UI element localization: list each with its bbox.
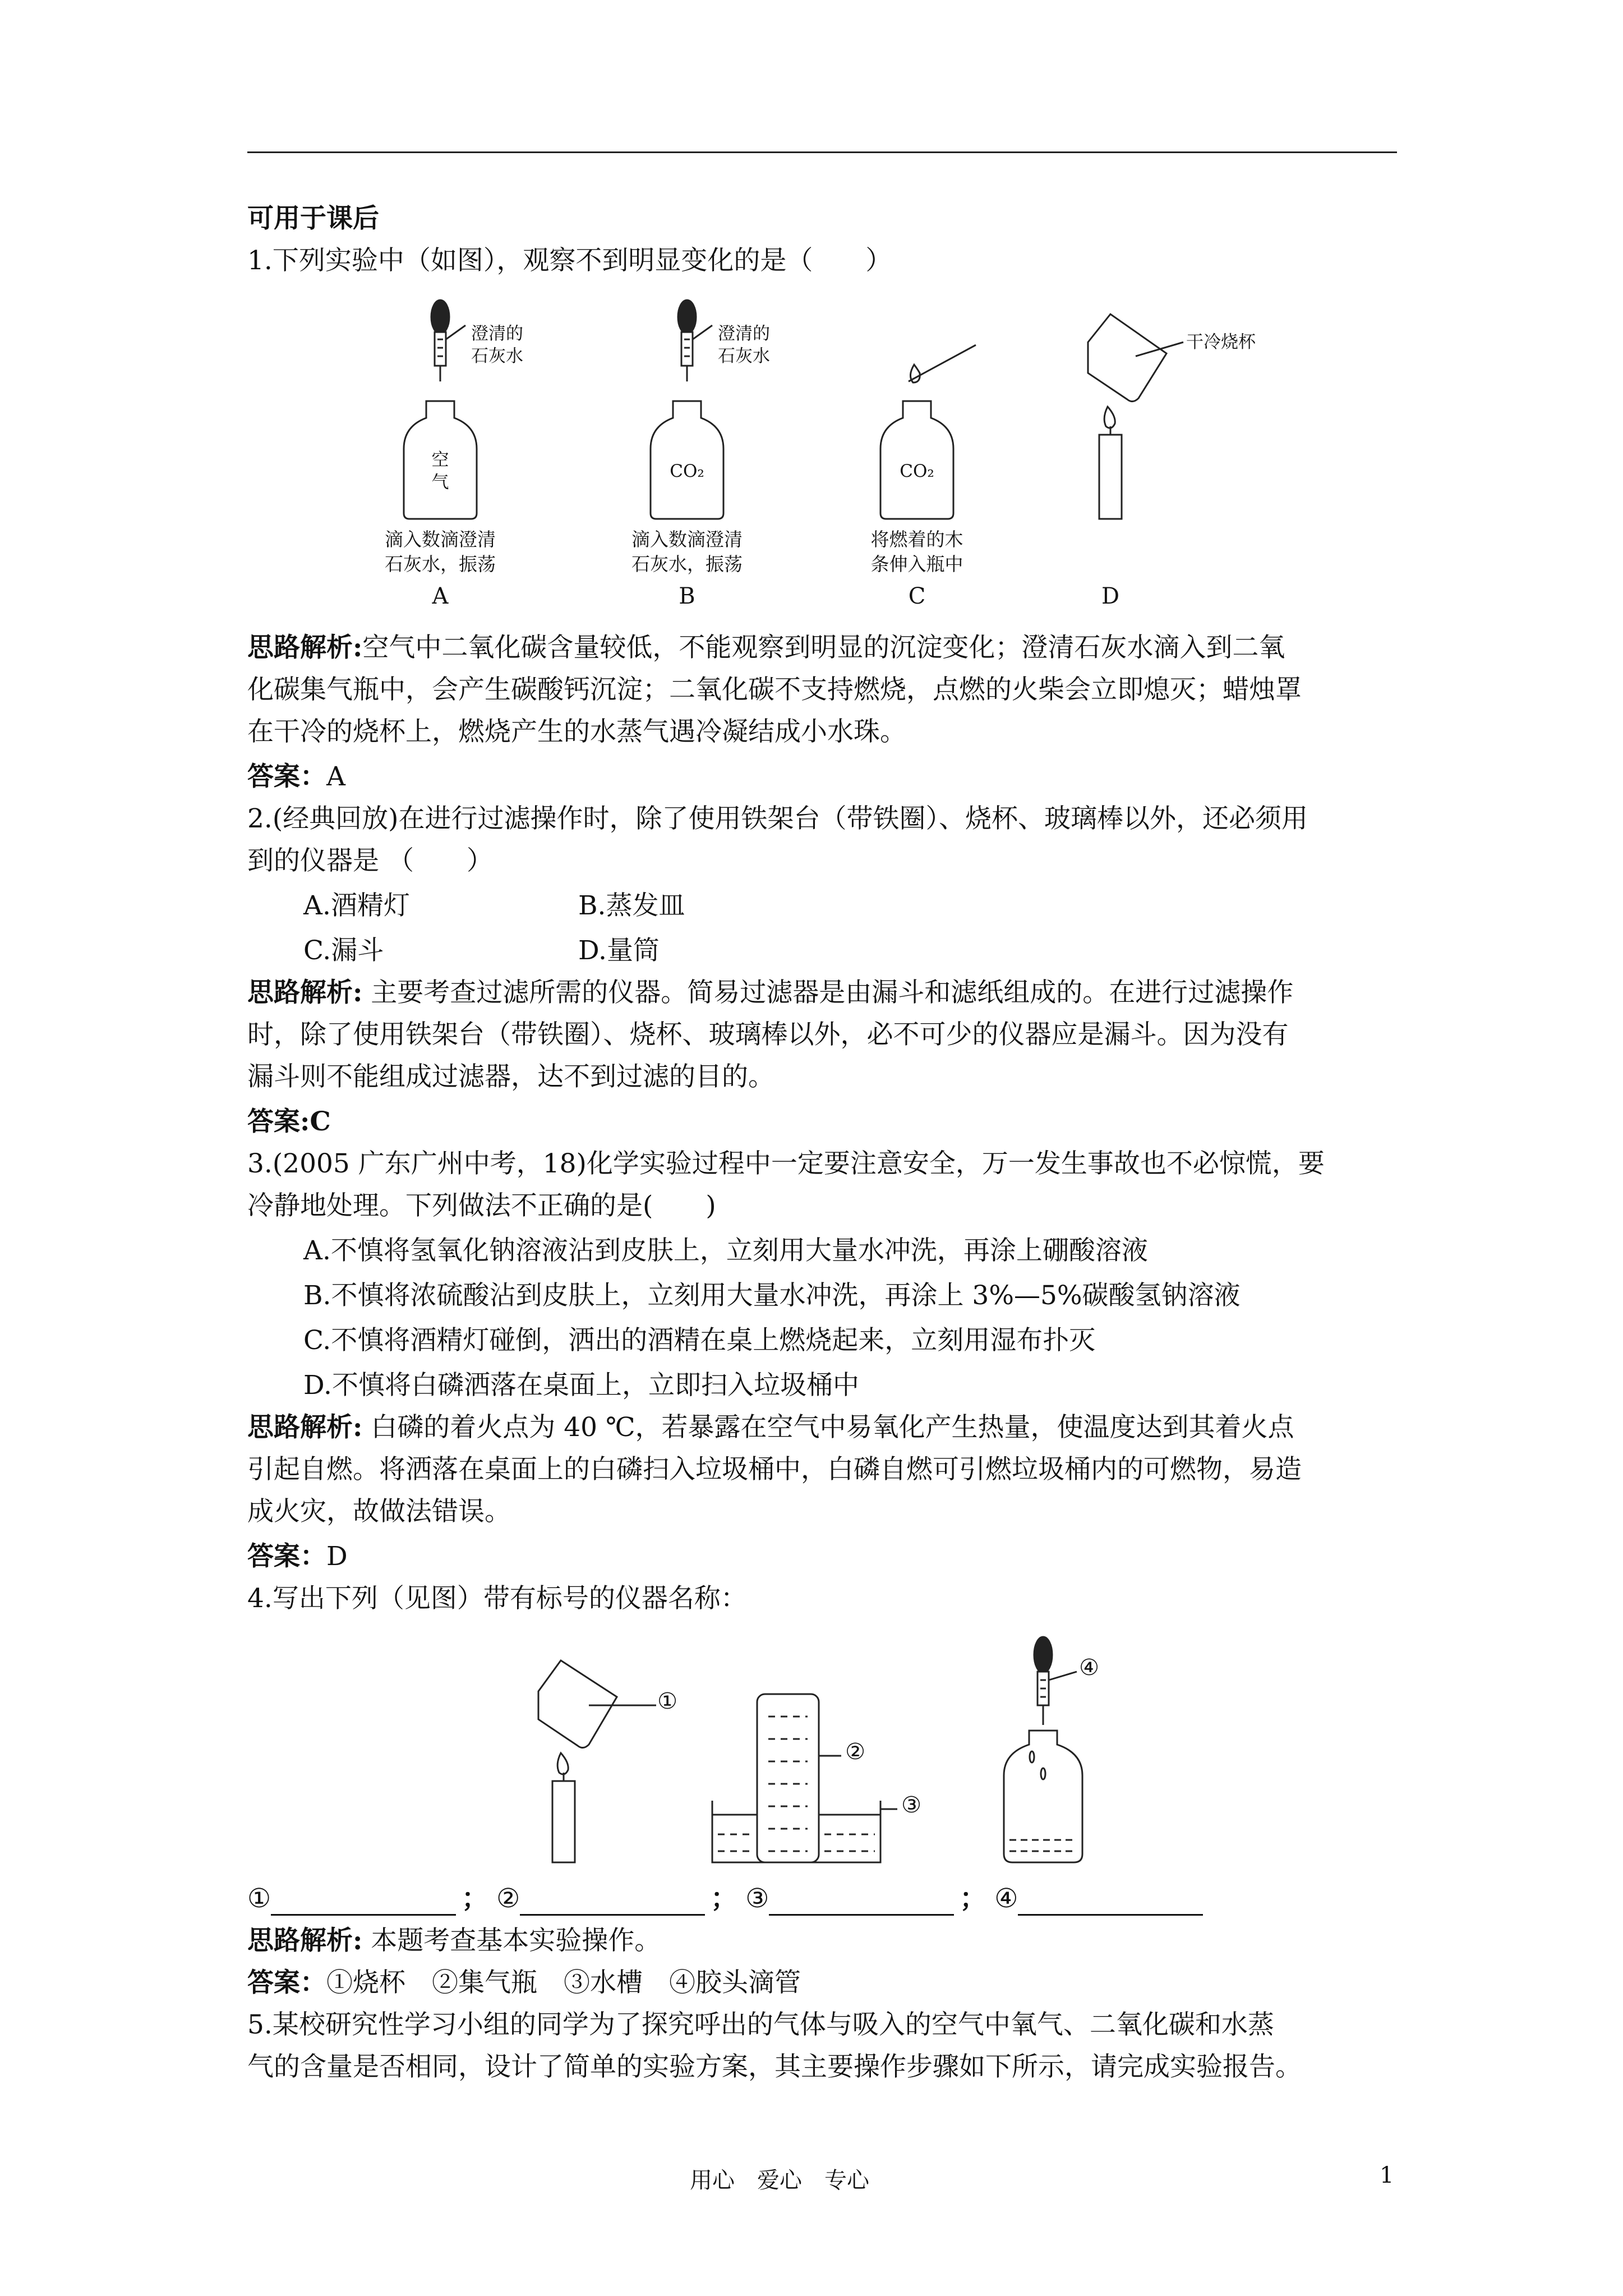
q2-analysis-line-1: 思路解析: 主要考查过滤所需的仪器。简易过滤器是由漏斗和滤纸组成的。在进行过滤操作 [247, 977, 1294, 1008]
q1-answer: 答案：A [247, 761, 345, 792]
q2-analysis-line-2: 时，除了使用铁架台（带铁圈）、烧杯、玻璃棒以外，必不可少的仪器应是漏斗。因为没有 [247, 1019, 1289, 1050]
q1-analysis-line-2: 化碳集气瓶中，会产生碳酸钙沉淀；二氧化碳不支持燃烧，点燃的火柴会立即熄灭；蜡烛罩 [247, 674, 1302, 705]
page-number: 1 [1380, 2162, 1394, 2188]
q2-stem-line-1: 2.(经典回放)在进行过滤操作时，除了使用铁架台（带铁圈）、烧杯、玻璃棒以外，还必须用 [247, 803, 1308, 834]
q5-stem-line-2: 气的含量是否相同，设计了简单的实验方案，其主要操作步骤如下所示，请完成实验报告。 [247, 2051, 1302, 2082]
q1-c-bottle-label: CO₂ [900, 461, 934, 481]
q3-option-c: C.不慎将酒精灯碰倒，洒出的酒精在桌上燃烧起来，立刻用湿布扑灭 [303, 1325, 1096, 1356]
q4-figure [505, 1627, 1290, 1868]
q4-blank-4[interactable] [1018, 1892, 1203, 1916]
q3-answer: 答案：D [247, 1541, 348, 1572]
q3-stem-line-1: 3.(2005 广东广州中考，18)化学实验过程中一定要注意安全，万一发生事故也不必惊慌，要 [247, 1148, 1325, 1179]
q4-marker-2: ② [845, 1739, 865, 1765]
q3-option-a: A.不慎将氢氧化钠溶液沾到皮肤上，立刻用大量水冲洗，再涂上硼酸溶液 [303, 1235, 1148, 1266]
q4-answer: 答案：①烧杯 ②集气瓶 ③水槽 ④胶头滴管 [247, 1967, 801, 1998]
q2-answer: 答案:C [247, 1106, 331, 1137]
q1-b-bottle-label: CO₂ [670, 461, 704, 481]
q4-analysis: 思路解析: 本题考查基本实验操作。 [247, 1925, 661, 1956]
section-title: 可用于课后 [247, 203, 379, 234]
q2-option-c: C.漏斗 [303, 935, 384, 966]
q4-stem: 4.写出下列（见图）带有标号的仪器名称： [247, 1583, 747, 1614]
q4-blank-3[interactable] [769, 1892, 954, 1916]
q2-option-a: A.酒精灯 [303, 890, 410, 921]
q1-analysis-line-1: 思路解析:空气中二氧化碳含量较低，不能观察到明显的沉淀变化；澄清石灰水滴入到二氧 [247, 632, 1285, 663]
q3-analysis-line-3: 成火灾，故做法错误。 [247, 1496, 511, 1527]
q4-blank-1[interactable] [271, 1892, 456, 1916]
q1-a-dropper-label: 澄清的 石灰水 [471, 324, 523, 366]
footer-motto: 用心 爱心 专心 [690, 2168, 869, 2193]
q1-d-letter: D [1101, 583, 1120, 609]
q4-blank-2[interactable] [520, 1892, 705, 1916]
header-rule [247, 151, 1397, 153]
q2-option-d: D.量筒 [578, 935, 660, 966]
q2-analysis-line-3: 漏斗则不能组成过滤器，达不到过滤的目的。 [247, 1061, 774, 1092]
q3-analysis-line-1: 思路解析: 白磷的着火点为 40 ℃，若暴露在空气中易氧化产生热量，使温度达到其着火点 [247, 1412, 1294, 1443]
q1-b-caption: 滴入数滴澄清 石灰水，振荡 [631, 528, 743, 575]
q1-b-letter: B [679, 583, 695, 609]
q1-a-caption: 滴入数滴澄清 石灰水，振荡 [385, 528, 496, 575]
q1-d-beaker-label: 干冷烧杯 [1186, 332, 1256, 352]
q3-option-b: B.不慎将浓硫酸沾到皮肤上，立刻用大量水冲洗，再涂上 3%—5%碳酸氢钠溶液 [303, 1280, 1241, 1311]
q1-c-letter: C [908, 583, 926, 609]
q1-a-bottle-label: 空 气 [431, 450, 449, 493]
q3-analysis-line-2: 引起自燃。将洒落在桌面上的白磷扫入垃圾桶中，白磷自燃可引燃垃圾桶内的可燃物，易造 [247, 1454, 1302, 1485]
q1-c-caption: 将燃着的木 条伸入瓶中 [870, 528, 963, 575]
q1-analysis-line-3: 在干冷的烧杯上，燃烧产生的水蒸气遇冷凝结成小水珠。 [247, 716, 906, 747]
q4-marker-4: ④ [1079, 1655, 1099, 1681]
q1-stem: 1.下列实验中（如图），观察不到明显变化的是（ ） [247, 245, 892, 276]
q5-stem-line-1: 5.某校研究性学习小组的同学为了探究呼出的气体与吸入的空气中氧气、二氧化碳和水蒸 [247, 2009, 1274, 2040]
q3-option-d: D.不慎将白磷洒落在桌面上，立即扫入垃圾桶中 [303, 1370, 859, 1401]
q2-stem-line-2: 到的仪器是 （ ） [247, 845, 493, 876]
q1-b-dropper-label: 澄清的 石灰水 [718, 324, 770, 366]
q1-figure [348, 292, 1357, 617]
q4-marker-3: ③ [901, 1792, 921, 1818]
q3-stem-line-2: 冷静地处理。下列做法不正确的是( ) [247, 1190, 716, 1221]
q4-blanks: ① ； ② ； ③ ； ④ [247, 1882, 1209, 1916]
q1-a-letter: A [432, 583, 449, 609]
q4-marker-1: ① [657, 1688, 677, 1714]
q2-option-b: B.蒸发皿 [578, 890, 685, 921]
